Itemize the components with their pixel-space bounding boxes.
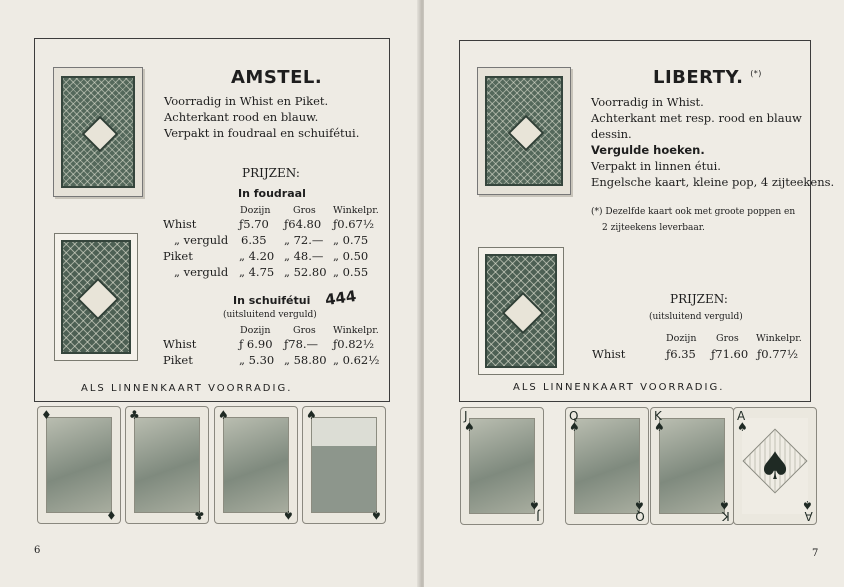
row-dozijn: ƒ6.35 (666, 347, 696, 361)
right-page (424, 0, 844, 587)
liberty-title-text: LIBERTY. (653, 67, 744, 88)
col-gros: Gros (716, 333, 739, 344)
liberty-prices-heading: PRIJZEN: (670, 292, 728, 306)
row-gros: „ 58.80 (284, 353, 327, 367)
row-dozijn: 6.35 (241, 233, 267, 247)
row-gros: ƒ78.— (284, 337, 319, 351)
amstel-panel (34, 38, 390, 402)
page-number-left: 6 (34, 545, 41, 556)
schuifetui-note: (uitsluitend verguld) (223, 310, 317, 320)
row-winkel: „ 0.75 (333, 233, 369, 247)
rank-label: K (654, 409, 662, 423)
amstel-prices-heading: PRIJZEN: (242, 166, 300, 180)
spade-icon: ♠ (757, 444, 793, 488)
col-dozijn: Dozijn (666, 333, 697, 344)
amstel-face-card (37, 406, 121, 524)
col-gros: Gros (293, 325, 316, 336)
liberty-desc2-1: Verpakt in linnen étui. (591, 159, 721, 173)
row-dozijn: ƒ5.70 (239, 217, 269, 231)
row-label: Whist (163, 337, 197, 351)
liberty-title (653, 67, 762, 88)
liberty-queen-card (565, 407, 649, 525)
row-gros: „ 72.— (284, 233, 324, 247)
suit-icon: ♣ (194, 508, 205, 522)
row-winkel: „ 0.55 (333, 265, 369, 279)
row-gros: „ 52.80 (284, 265, 327, 279)
liberty-desc-3: dessin. (591, 127, 632, 141)
liberty-jack-card (460, 407, 544, 525)
row-dozijn: „ 5.30 (239, 353, 275, 367)
row-winkel: „ 0.62½ (333, 353, 380, 367)
liberty-footnote-1: (*) Dezelfde kaart ook met groote poppen en (591, 207, 796, 217)
spade-icon: ♠ (719, 498, 730, 512)
row-dozijn: „ 4.20 (239, 249, 275, 263)
handwritten-mark: 444 (323, 286, 358, 310)
foudraal-heading: In foudraal (238, 187, 306, 200)
row-winkel: ƒ0.77½ (757, 347, 799, 361)
col-gros: Gros (293, 205, 316, 216)
col-winkelpr: Winkelpr. (756, 333, 802, 344)
liberty-footnote-2: 2 zijteekens leverbaar. (602, 223, 705, 233)
liberty-gold-corners: Vergulde hoeken. (591, 143, 705, 157)
suit-icon: ♦ (41, 408, 52, 422)
col-winkelpr: Winkelpr. (333, 205, 379, 216)
liberty-desc2-2: Engelsche kaart, kleine pop, 4 zijteekens. (591, 175, 835, 189)
row-gros: ƒ64.80 (284, 217, 322, 231)
row-label: „ verguld (174, 265, 229, 279)
row-gros: „ 48.— (284, 249, 324, 263)
spade-icon: ♠ (737, 420, 748, 434)
spade-icon: ♠ (569, 420, 580, 434)
liberty-king-card (650, 407, 734, 525)
rank-label: J (464, 409, 468, 423)
amstel-card-back-image (54, 233, 138, 361)
amstel-face-card (125, 406, 209, 524)
row-label: Piket (163, 249, 193, 263)
col-winkelpr: Winkelpr. (333, 325, 379, 336)
suit-icon: ♣ (129, 408, 140, 422)
row-dozijn: „ 4.75 (239, 265, 275, 279)
liberty-ace-card (733, 407, 817, 525)
liberty-sub: (uitsluitend verguld) (649, 312, 743, 322)
schuifetui-heading: In schuifétui (233, 294, 311, 307)
amstel-deck-box-image (53, 67, 143, 197)
page-number-right: 7 (812, 548, 819, 559)
rank-label: J (536, 509, 540, 523)
spade-icon: ♠ (529, 498, 540, 512)
amstel-footer: ALS LINNENKAART VOORRADIG. (81, 383, 293, 394)
spade-icon: ♠ (654, 420, 665, 434)
liberty-deck-box-image (477, 67, 571, 195)
amstel-desc-1: Voorradig in Whist en Piket. (164, 94, 329, 108)
rank-label: K (722, 509, 730, 523)
suit-icon: ♠ (371, 508, 382, 522)
row-label: „ verguld (174, 233, 229, 247)
row-winkel: „ 0.50 (333, 249, 369, 263)
amstel-desc-2: Achterkant rood en blauw. (164, 110, 319, 124)
rank-label: Q (569, 409, 579, 423)
left-page (0, 0, 420, 587)
liberty-card-back-image (478, 247, 564, 375)
row-gros: ƒ71.60 (711, 347, 749, 361)
row-dozijn: ƒ 6.90 (239, 337, 273, 351)
liberty-title-note: (*) (750, 69, 762, 78)
liberty-panel (459, 40, 835, 402)
amstel-castle-card (302, 406, 386, 524)
row-label: Whist (163, 217, 197, 231)
amstel-desc-3: Verpakt in foudraal en schuifétui. (164, 126, 360, 140)
rank-label: A (737, 409, 746, 423)
spade-icon: ♠ (802, 498, 813, 512)
amstel-face-card (214, 406, 298, 524)
suit-icon: ♠ (218, 408, 229, 422)
liberty-desc-1: Voorradig in Whist. (591, 95, 704, 109)
col-dozijn: Dozijn (240, 325, 271, 336)
suit-icon: ♦ (106, 508, 117, 522)
amstel-title: AMSTEL. (231, 67, 323, 88)
row-winkel: ƒ0.82½ (333, 337, 375, 351)
row-label: Piket (163, 353, 193, 367)
rank-label: Q (635, 509, 645, 523)
col-dozijn: Dozijn (240, 205, 271, 216)
rank-label: A (804, 509, 813, 523)
row-label: Whist (592, 347, 626, 361)
spade-icon: ♠ (464, 420, 475, 434)
suit-icon: ♠ (306, 408, 317, 422)
liberty-footer: ALS LINNENKAART VOORRADIG. (513, 382, 725, 393)
suit-icon: ♠ (283, 508, 294, 522)
row-winkel: ƒ0.67½ (333, 217, 375, 231)
liberty-desc-2: Achterkant met resp. rood en blauw (591, 111, 802, 125)
spade-icon: ♠ (634, 498, 645, 512)
